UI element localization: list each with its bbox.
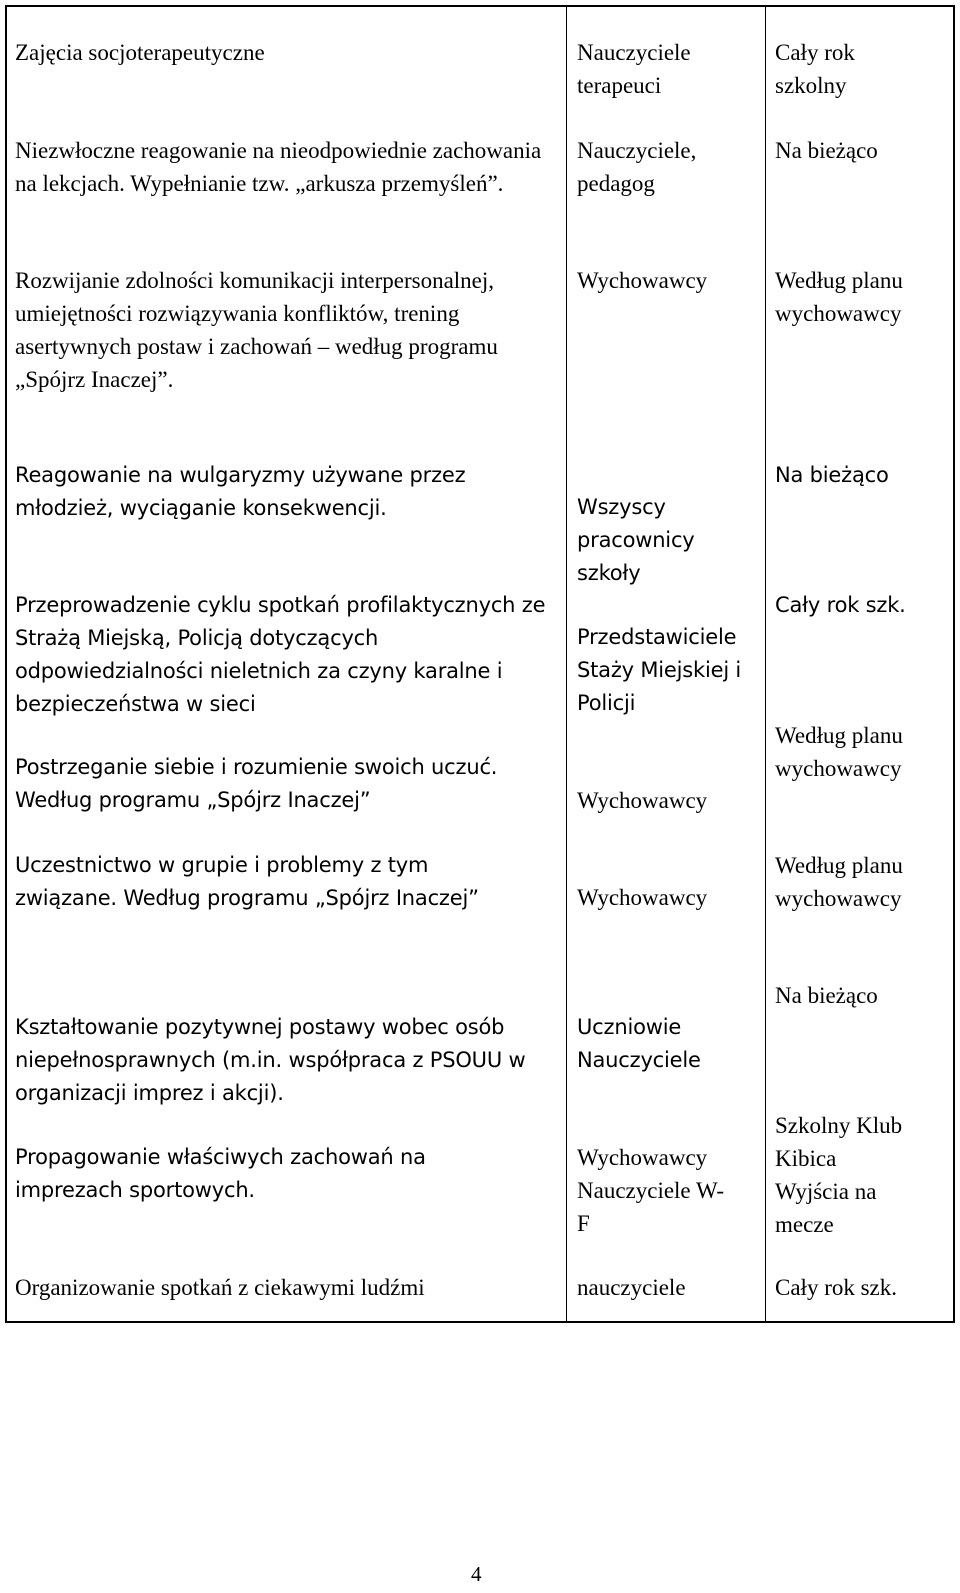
- responsible-cell: Wychowawcy: [577, 885, 708, 910]
- activity-cell: Rozwijanie zdolności komunikacji interpersonalnej, umiejętności rozwiązywania konfliktów, trening asertywnych postaw i zachowań – według programu „Spójrz Inaczej”.: [15, 268, 498, 392]
- activity-cell: Uczestnictwo w grupie i problemy z tym związane. Według programu „Spójrz Inaczej”: [15, 853, 479, 910]
- responsible-cell: Uczniowie Nauczyciele: [577, 1015, 701, 1072]
- responsible-cell: Przedstawiciele Staży Miejskiej i Policji: [577, 625, 742, 715]
- deadline-cell: Według planu wychowawcy: [775, 268, 903, 326]
- responsible-cell: Wychowawcy: [577, 268, 708, 293]
- deadline-cell: Według planu wychowawcy: [775, 723, 903, 781]
- column-divider: [566, 5, 567, 1323]
- deadline-cell: Szkolny Klub Kibica Wyjścia na mecze: [775, 1113, 903, 1237]
- activity-cell: Niezwłoczne reagowanie na nieodpowiednie zachowania na lekcjach. Wypełnianie tzw. „arkusza przemyśleń”.: [15, 138, 542, 196]
- column-divider: [765, 5, 766, 1323]
- responsible-cell: Wszyscy pracownicy szkoły: [577, 495, 695, 585]
- deadline-cell: Na bieżąco: [775, 983, 878, 1008]
- deadline-cell: Według planu wychowawcy: [775, 853, 903, 911]
- deadline-cell: Cały rok szk.: [775, 593, 906, 617]
- activity-cell: Przeprowadzenie cyklu spotkań profilaktycznych ze Strażą Miejską, Policją dotyczących odpowiedzialności nieletnich za czyny karalne i bezpieczeństwa w sieci: [15, 593, 546, 716]
- activity-cell: Propagowanie właściwych zachowań na imprezach sportowych.: [15, 1145, 426, 1202]
- responsible-cell: Wychowawcy Nauczyciele W-F: [577, 1145, 725, 1236]
- activity-cell: Reagowanie na wulgaryzmy używane przez młodzież, wyciąganie konsekwencji.: [15, 463, 466, 520]
- responsible-cell: Nauczyciele, pedagog: [577, 138, 697, 196]
- responsible-cell: nauczyciele: [577, 1275, 686, 1300]
- responsible-cell: Nauczyciele terapeuci: [577, 40, 691, 98]
- activity-cell: Zajęcia socjoterapeutyczne: [15, 40, 265, 65]
- activity-cell: Postrzeganie siebie i rozumienie swoich uczuć. Według programu „Spójrz Inaczej”: [15, 755, 498, 812]
- deadline-cell: Cały rok szkolny: [775, 40, 855, 98]
- page-number: 4: [471, 1562, 482, 1586]
- activity-cell: Organizowanie spotkań z ciekawymi ludźmi: [15, 1275, 425, 1300]
- activity-cell: Kształtowanie pozytywnej postawy wobec osób niepełnosprawnych (m.in. współpraca z PSOUU w organizacji imprez i akcji).: [15, 1015, 526, 1105]
- deadline-cell: Na bieżąco: [775, 138, 878, 163]
- deadline-cell: Na bieżąco: [775, 463, 889, 487]
- responsible-cell: Wychowawcy: [577, 788, 708, 813]
- deadline-cell: Cały rok szk.: [775, 1275, 898, 1300]
